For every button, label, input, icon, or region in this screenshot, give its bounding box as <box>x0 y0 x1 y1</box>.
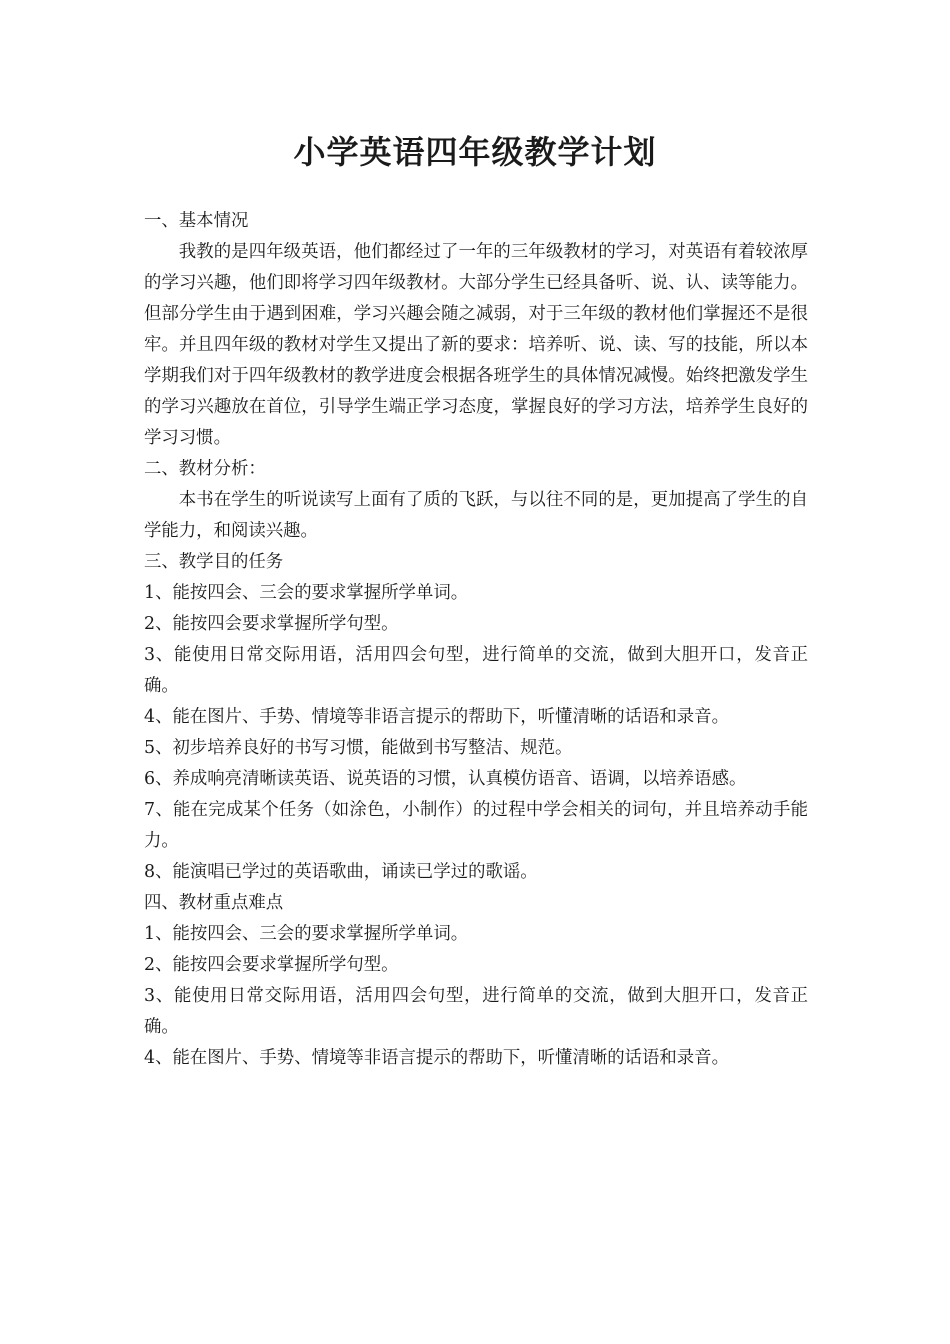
section-heading-teaching-goals: 三、教学目的任务 <box>144 552 284 572</box>
section-heading-key-points: 四、教材重点难点 <box>144 893 284 913</box>
section-heading-basic-situation: 一、基本情况 <box>144 211 249 231</box>
textbook-analysis-paragraph: 本书在学生的听说读写上面有了质的飞跃，与以往不同的是，更加提高了学生的自学能力，和阅读兴趣。 <box>144 490 808 541</box>
document-body <box>144 206 808 1074</box>
section-heading-textbook-analysis: 二、教材分析： <box>144 459 266 479</box>
teaching-goal-item: 5、初步培养良好的书写习惯，能做到书写整洁、规范。 <box>144 738 573 758</box>
teaching-goal-item: 7、能在完成某个任务（如涂色，小制作）的过程中学会相关的词句，并且培养动手能力。 <box>144 800 808 851</box>
teaching-goal-item: 3、能使用日常交际用语，活用四会句型，进行简单的交流，做到大胆开口，发音正确。 <box>144 645 808 696</box>
teaching-goal-item: 1、能按四会、三会的要求掌握所学单词。 <box>144 583 469 603</box>
key-point-item: 4、能在图片、手势、情境等非语言提示的帮助下，听懂清晰的话语和录音。 <box>144 1048 729 1068</box>
teaching-goal-item: 4、能在图片、手势、情境等非语言提示的帮助下，听懂清晰的话语和录音。 <box>144 707 729 727</box>
teaching-goal-item: 6、养成响亮清晰读英语、说英语的习惯，认真模仿语音、语调，以培养语感。 <box>144 769 747 789</box>
key-point-item: 1、能按四会、三会的要求掌握所学单词。 <box>144 924 469 944</box>
document-title: 小学英语四年级教学计划 <box>293 133 657 171</box>
teaching-goal-item: 2、能按四会要求掌握所学句型。 <box>144 614 399 634</box>
key-point-item: 3、能使用日常交际用语，活用四会句型，进行简单的交流，做到大胆开口，发音正确。 <box>144 986 808 1037</box>
key-point-item: 2、能按四会要求掌握所学句型。 <box>144 955 399 975</box>
teaching-goal-item: 8、能演唱已学过的英语歌曲，诵读已学过的歌谣。 <box>144 862 538 882</box>
basic-situation-paragraph: 我教的是四年级英语，他们都经过了一年的三年级教材的学习，对英语有着较浓厚的学习兴趣，他们即将学习四年级教材。大部分学生已经具备听、说、认、读等能力。但部分学生由于遇到困难，学习兴趣会随之减弱，对于三年级的教材他们掌握还不是很牢。并且四年级的教材对学生又提出了新的要求：培养听、说、读、写的技能，所以本学期我们对于四年级教材的教学进度会根据各班学生的具体情况减慢。始终把激发学生的学习兴趣放在首位，引导学生端正学习态度，掌握良好的学习方法，培养学生良好的学习习惯。 <box>144 242 808 448</box>
